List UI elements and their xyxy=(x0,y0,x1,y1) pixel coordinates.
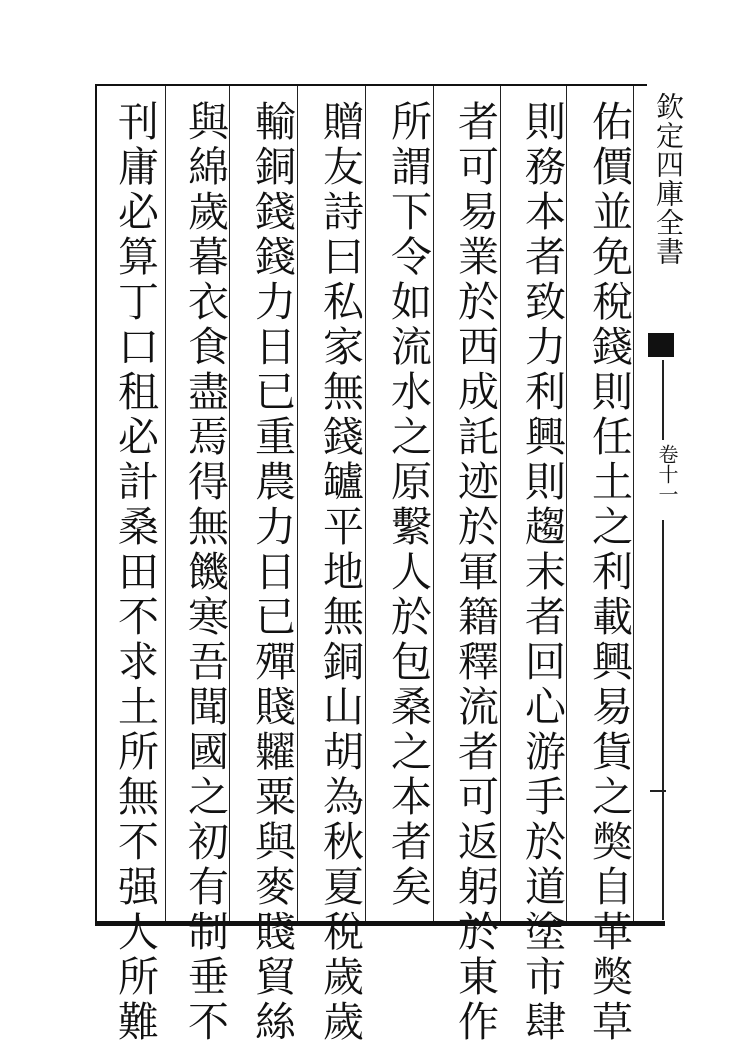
text-column-1: 佑價並免稅錢則任土之利載興易貨之獘自革獘草 xyxy=(585,100,633,1045)
column-rule xyxy=(365,86,366,921)
edge-tick xyxy=(650,790,666,792)
text-column-7: 與綿歲暮衣食盡焉得無饑寒吾聞國之初有制垂不 xyxy=(181,100,229,1045)
text-column-3: 者可易業於西成託迹於軍籍釋流者可返躬於東作 xyxy=(451,100,499,1045)
edge-divider-line xyxy=(662,360,664,440)
text-column-4: 所謂下令如流水之原繫人於包桑之本者矣 xyxy=(384,100,432,910)
edge-book-title: 欽定四庫全書 xyxy=(652,92,685,266)
column-rule xyxy=(165,86,166,921)
text-column-6: 輸銅錢錢力日已重農力日已殫賤糶粟與麥賤貿絲 xyxy=(248,100,296,1045)
edge-divider-line xyxy=(662,520,664,920)
column-rule xyxy=(500,86,501,921)
frame-left-border xyxy=(95,84,97,924)
frame-top-border xyxy=(95,84,647,86)
text-column-8: 刊庸必算丁口租必計桑田不求土所無不强人所難 xyxy=(111,100,159,1045)
column-rule xyxy=(433,86,434,921)
text-column-2: 則務本者致力利興則趨末者回心游手於道塗市肆 xyxy=(518,100,566,1045)
column-rule xyxy=(297,86,298,921)
text-column-5: 贈友詩曰私家無錢罏平地無銅山胡為秋夏稅歲歲 xyxy=(316,100,364,1045)
edge-juan-label: 卷十一 xyxy=(655,444,679,504)
fishtail-mark xyxy=(648,333,674,357)
